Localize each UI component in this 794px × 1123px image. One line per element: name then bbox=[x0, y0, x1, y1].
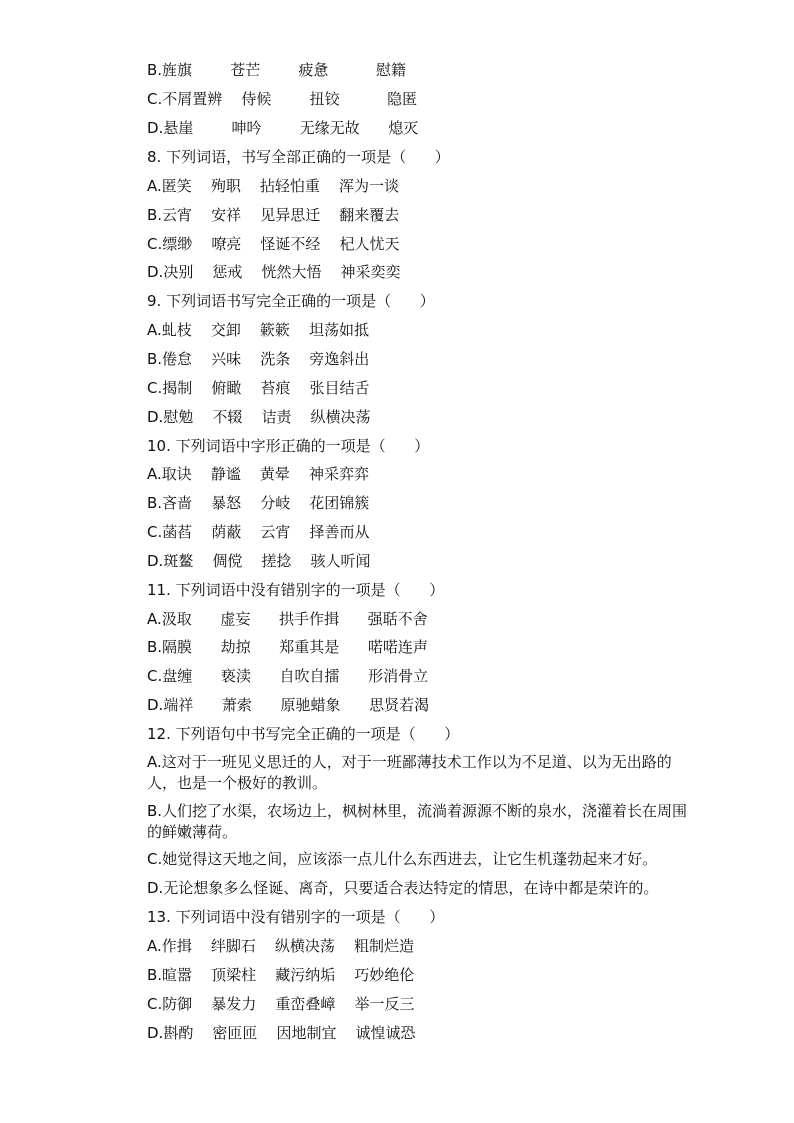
option-line: B.吝啬 暴怒 分岐 花团锦簇 bbox=[147, 494, 370, 512]
question-10: 10. 下列词语中字形正确的一项是（ ） bbox=[147, 437, 430, 455]
option-sentence: B.人们挖了水渠，农场边上，枫树林里，流淌着源源不断的泉水，浇灌着长在周围的鲜嫩薄荷。 bbox=[147, 802, 688, 841]
question-8: 8. 下列词语，书写全部正确的一项是（ ） bbox=[147, 148, 450, 166]
option-line: B.暄嚣 顶梁柱 藏污纳垢 巧妙绝伦 bbox=[147, 966, 415, 984]
option-line: C.防御 暴发力 重峦叠嶂 举一反三 bbox=[147, 995, 415, 1013]
option-line: C.不屑置辨 侍候 扭铰 隐匿 bbox=[147, 90, 418, 108]
question-9: 9. 下列词语书写完全正确的一项是（ ） bbox=[147, 292, 435, 310]
question-11: 11. 下列词语中没有错别字的一项是（ ） bbox=[147, 581, 445, 599]
option-line: C.菡萏 荫蔽 云宵 择善而从 bbox=[147, 523, 370, 541]
option-line: B.云宵 安祥 见异思迁 翻来覆去 bbox=[147, 206, 400, 224]
option-line: A.汲取 虚妄 拱手作揖 强聒不舍 bbox=[147, 610, 428, 628]
option-line: D.斑鳌 倜傥 搓捻 骇人听闻 bbox=[147, 552, 371, 570]
option-line: B.倦怠 兴味 洗条 旁逸斜出 bbox=[147, 350, 370, 368]
option-line: A.虬枝 交卸 簌簌 坦荡如抵 bbox=[147, 321, 369, 339]
question-13: 13. 下列词语中没有错别字的一项是（ ） bbox=[147, 908, 445, 926]
option-line: C.盘缠 亵渎 自吹自擂 形消骨立 bbox=[147, 667, 429, 685]
option-sentence: C.她觉得这天地之间，应该添一点儿什么东西进去，让它生机蓬勃起来才好。 bbox=[147, 850, 658, 868]
option-line: D.斟酌 密匝匝 因地制宜 诚惶诚恐 bbox=[147, 1024, 416, 1042]
option-line: D.慰勉 不辍 诘责 纵横决荡 bbox=[147, 408, 371, 426]
option-line: A.匿笑 殉职 拈轻怕重 浑为一谈 bbox=[147, 177, 399, 195]
option-line: B.隔膜 劫掠 郑重其是 喏喏连声 bbox=[147, 638, 428, 656]
option-line: C.缥缈 嘹亮 怪诞不经 杞人忧天 bbox=[147, 235, 400, 253]
option-line: A.取诀 静谧 黄晕 神采弈弈 bbox=[147, 465, 369, 483]
option-sentence: D.无论想象多么怪诞、离奇，只要适合表达特定的情思，在诗中都是荣许的。 bbox=[147, 879, 659, 897]
option-line: B.旌旗 苍芒 疲惫 慰籍 bbox=[147, 61, 407, 79]
option-line: D.端祥 萧索 原驰蜡象 思贤若渴 bbox=[147, 696, 430, 714]
option-line: C.揭制 俯瞰 苔痕 张目结舌 bbox=[147, 379, 370, 397]
question-12: 12. 下列语句中书写完全正确的一项是（ ） bbox=[147, 725, 460, 743]
option-line: A.作揖 绊脚石 纵横决荡 粗制烂造 bbox=[147, 937, 414, 955]
option-sentence: A.这对于一班见义思迁的人，对于一班鄙薄技术工作以为不足道、以为无出路的人，也是一个极好的教训。 bbox=[147, 753, 672, 792]
option-line: D.悬崖 呻吟 无缘无故 熄灭 bbox=[147, 119, 419, 137]
option-line: D.决别 惩戒 恍然大悟 神采奕奕 bbox=[147, 263, 401, 281]
